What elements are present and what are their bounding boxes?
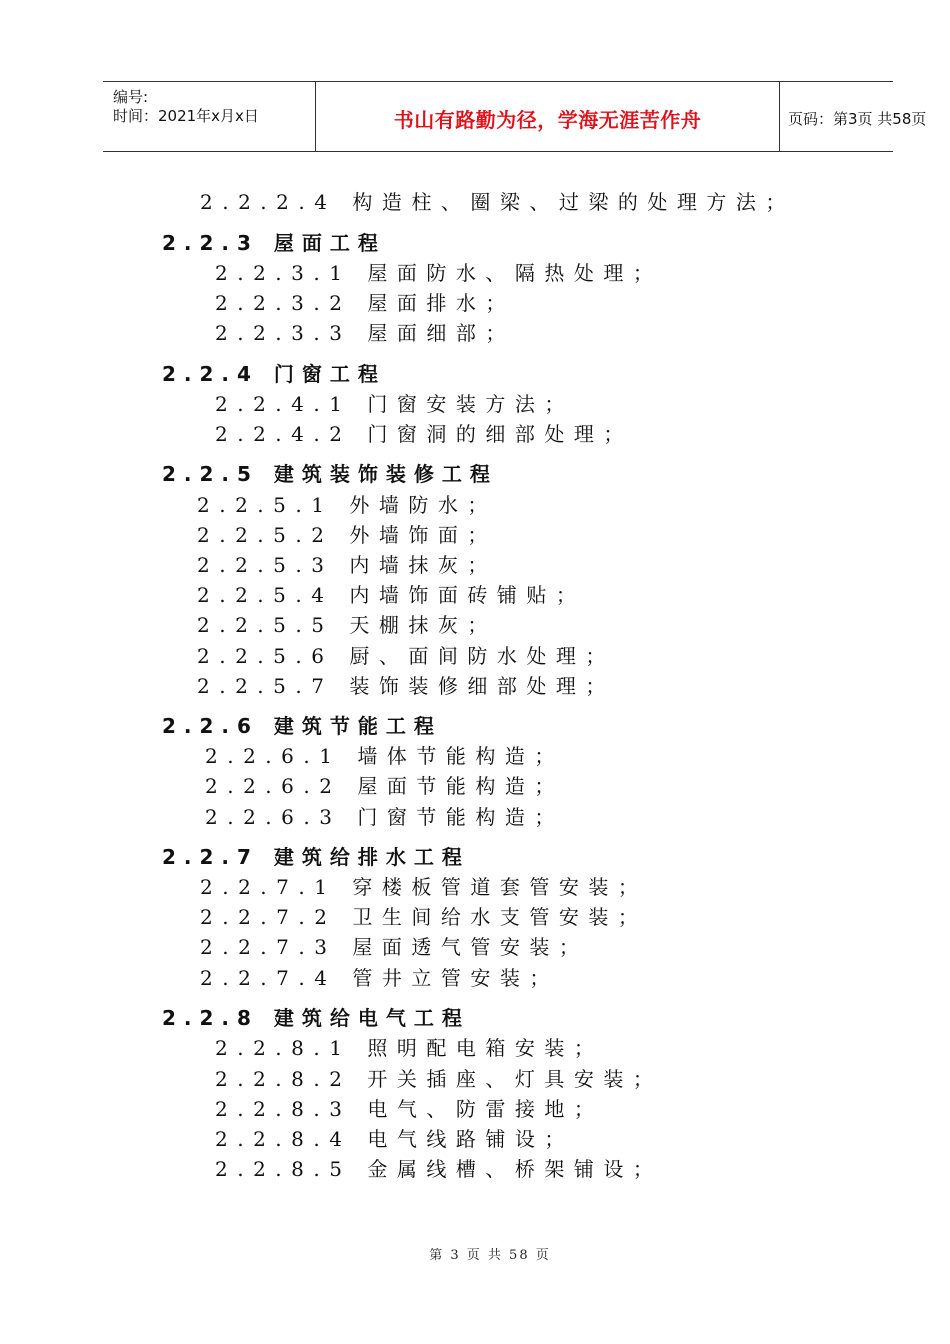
outline-item: 2.2.8.2 开关插座、灯具安装； [215,1067,663,1091]
outline-item: 2.2.7.3 屋面透气管安装； [200,935,589,959]
document-date-label: 时间：2021年x月x日 [113,107,259,125]
outline-item: 2.2.5.6 厨、面间防水处理； [197,644,615,668]
outline-item: 2.2.8.4 电气线路铺设； [215,1127,574,1151]
outline-item: 2.2.7.2 卫生间给水支管安装； [200,905,648,929]
section-heading: 2.2.5 建筑装饰装修工程 [162,462,498,486]
outline-item: 2.2.3.3 屋面细部； [215,321,515,345]
header-motto-cell [315,82,780,151]
outline-item: 2.2.5.1 外墙防水； [197,493,497,517]
outline-item: 2.2.3.1 屋面防水、隔热处理； [215,261,663,285]
outline-item: 2.2.6.2 屋面节能构造； [205,774,564,798]
outline-item: 2.2.6.3 门窗节能构造； [205,805,564,829]
outline-item: 2.2.4.1 门窗安装方法； [215,392,574,416]
outline-item: 2.2.5.5 天棚抹灰； [197,613,497,637]
header-page-cell [779,82,927,151]
outline-item: 2.2.5.3 内墙抹灰； [197,553,497,577]
section-heading: 2.2.8 建筑给电气工程 [162,1006,470,1030]
outline-item: 2.2.7.4 管井立管安装； [200,966,559,990]
section-heading: 2.2.3 屋面工程 [162,231,386,255]
section-heading: 2.2.6 建筑节能工程 [162,714,442,738]
outline-item: 2.2.8.3 电气、防雷接地； [215,1097,604,1121]
outline-item: 2.2.5.2 外墙饰面； [197,523,497,547]
outline-item: 2.2.7.1 穿楼板管道套管安装； [200,875,648,899]
header-motto: 书山有路勤为径，学海无涯苦作舟 [393,108,702,132]
outline-item: 2.2.8.5 金属线槽、桥架铺设； [215,1157,663,1181]
header-page-info: 页码：第3页 共58页 [788,110,927,128]
outline-item: 2.2.6.1 墙体节能构造； [205,744,564,768]
section-heading: 2.2.7 建筑给排水工程 [162,845,470,869]
outline-item: 2.2.5.4 内墙饰面砖铺贴； [197,583,586,607]
document-header [103,81,927,152]
outline-item: 2.2.4.2 门窗洞的细部处理； [215,422,633,446]
page-footer: 第 3 页 共 58 页 [429,1248,551,1263]
outline-item: 2.2.5.7 装饰装修细部处理； [197,674,615,698]
outline-item: 2.2.8.1 照明配电箱安装； [215,1036,604,1060]
document-code-label: 编号: [113,88,149,106]
section-heading: 2.2.4 门窗工程 [162,362,386,386]
outline-item: 2.2.3.2 屋面排水； [215,291,515,315]
outline-item: 2.2.2.4 构造柱、圈梁、过梁的处理方法； [200,190,795,214]
header-meta-cell [103,82,315,151]
